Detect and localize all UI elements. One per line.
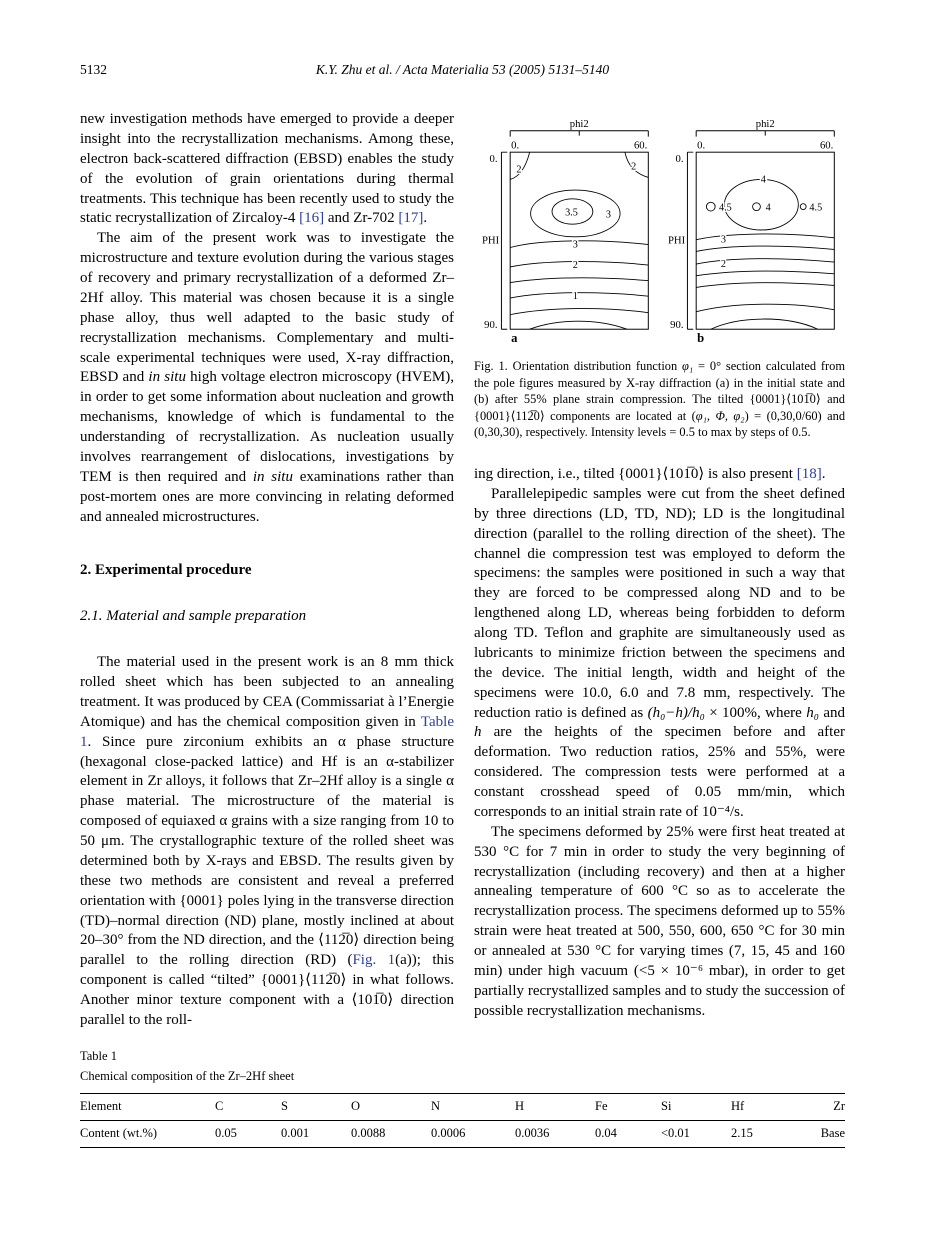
- page-number: 5132: [80, 62, 107, 77]
- figure-caption: [474, 358, 845, 441]
- figure-1-plots: [474, 114, 845, 346]
- contour-label: 3.5: [564, 207, 578, 219]
- text-segment: φ₁, Φ, φ₂: [695, 408, 745, 423]
- table-header-cell: C: [215, 1098, 224, 1113]
- text-segment: and Zr-702: [324, 210, 399, 227]
- citation-link[interactable]: Fig. 1: [352, 952, 396, 969]
- text-segment: (a)); this component is called “tilted” {0001}⟨112̅0⟩ in what follows. Another minor texture component with a ⟨101̅0⟩ direction parallel to the roll-: [80, 952, 454, 1028]
- table-header-cell: Si: [661, 1098, 672, 1113]
- table-cell: 0.05: [215, 1125, 237, 1140]
- text-segment: Parallelepipedic samples were cut from the sheet defined by three directions (LD, TD, ND); LD is the longitudinal direction (parallel to the rolling direction of the sheet). The channel die compression test was employed to deform the specimens: the samples were positioned in such a way that they are forced to be compressed along ND and to be lengthened along LD, whereas being forbidden to deform along TD. Teflon and graphite are simultaneously used as lubricants to minimize friction between the specimens and the device. The initial length, width and height of the specimens were 10.0, 6.0 and 7.8 mm, respectively. The reduction ratio is defined as: [474, 485, 845, 721]
- contour-label: 2: [515, 164, 521, 176]
- table-title: Table 1: [80, 1048, 117, 1063]
- table-cell: 2.15: [731, 1125, 753, 1140]
- table-header-cell: N: [431, 1098, 441, 1113]
- citation-link[interactable]: [17]: [398, 210, 424, 227]
- paragraph: [474, 823, 845, 1022]
- paragraph: [80, 653, 454, 1031]
- paragraph: [474, 465, 845, 485]
- left-column: [80, 110, 454, 1031]
- text-segment: in situ: [148, 369, 186, 386]
- table-header-row: [80, 1093, 845, 1120]
- text-segment: h₀: [806, 704, 819, 721]
- table-header-cell: Zr: [833, 1098, 845, 1113]
- table-cell: 0.0006: [431, 1125, 466, 1140]
- two-column-body: [80, 110, 845, 1031]
- table-header-cell: S: [281, 1098, 288, 1113]
- x-axis-label: phi2: [569, 117, 589, 130]
- text-segment: and: [818, 704, 845, 721]
- table-header-cell: O: [351, 1098, 361, 1113]
- paragraph: [80, 229, 454, 527]
- running-header: [80, 62, 845, 80]
- table-cell: 0.001: [281, 1125, 310, 1140]
- text-segment: ing direction, i.e., tilted {0001}⟨101̅0⟩ is also present: [474, 466, 797, 483]
- text-segment: The material used in the present work is an 8 mm thick rolled sheet which has been subjected to an annealing treatment. It was produced by CEA (Commissariat à l’Energie Atomique) and has the chemical composition given in: [80, 654, 454, 730]
- text-segment: ) = (0,30,0/60) and (0,30,30), respectively. Intensity levels = 0.5 to max by steps of 0.5.: [474, 408, 846, 440]
- table-cell: Content (wt.%): [80, 1125, 158, 1140]
- plot-a-contours: [510, 152, 648, 329]
- contour-label: 2: [720, 258, 726, 270]
- contour-label: 4.5: [808, 202, 822, 214]
- text-segment: Fig. 1. Orientation distribution function: [474, 359, 683, 373]
- contour-label: 1: [572, 291, 578, 303]
- table-caption: Chemical composition of the Zr–2Hf sheet: [80, 1068, 295, 1083]
- table-row: [80, 1120, 845, 1147]
- contour-label: 4: [765, 202, 771, 214]
- text-segment: in situ: [252, 468, 293, 485]
- contour-label: 4.5: [718, 202, 732, 214]
- plot-a-axis-labels: [481, 118, 646, 331]
- contour-label: 3: [605, 209, 611, 221]
- y-min-tick: 0.: [489, 152, 498, 165]
- text-segment: The aim of the present work was to investigate the microstructure and texture evolution during the various stages of recovery and primary recrystallization of a deformed Zr–2Hf alloy. This material was chosen because it is a single phase alloy, thus well adapted to the basic study of recrystallization mechanisms. Complementary and multi-scale experimental techniques were used, X-ray diffraction, EBSD and: [80, 230, 454, 386]
- table-header-cell: Fe: [595, 1098, 608, 1113]
- table-1-block: [80, 1049, 845, 1148]
- x-min-tick: 0.: [510, 139, 519, 152]
- table-cell: 0.0088: [351, 1125, 386, 1140]
- text-segment: examinations rather than post-mortem ones are more convincing in relating deformed and annealed microstructures.: [80, 468, 454, 525]
- text-segment: h: [474, 724, 482, 741]
- section-heading: 2. Experimental procedure: [80, 562, 252, 579]
- paragraph: [474, 485, 845, 823]
- y-axis-label: PHI: [667, 234, 685, 247]
- text-segment: .: [423, 210, 428, 227]
- text-segment: The specimens deformed by 25% were first heat treated at 530 °C for 7 min in order to study the very beginning of recrystallization (including recovery) and then at a higher annealing temperature of 600 °C so as to accelerate the recrystallization process. The specimens deformed up to 55% strain were heat treated at 500, 550, 600, 650 °C for 30 min or annealed at 530 °C for varying times (7, 15, 45 and 160 min) under high vacuum (<5 × 10⁻⁶ mbar), in order to get partially recrystallized samples and to study the succession of possible recrystallization mechanisms.: [474, 823, 845, 1019]
- table-cell: 0.04: [595, 1125, 617, 1140]
- journal-title-line: K.Y. Zhu et al. / Acta Materialia 53 (2005) 5131–5140: [315, 62, 610, 77]
- citation-link[interactable]: [18]: [796, 466, 822, 483]
- plot-a-contour-labels: [516, 162, 636, 302]
- text-segment: high voltage electron microscopy (HVEM), in order to get some information about nucleation and growth mechanisms, knowledge of which is fundamental to the understanding of recrystallization. As nucleation usually involves rearrangement of dislocations, investigations by TEM is then required and: [80, 369, 455, 485]
- text-segment: .: [821, 466, 826, 483]
- paragraph: [80, 110, 454, 229]
- subsection-heading: 2.1. Material and sample preparation: [80, 608, 307, 625]
- x-max-tick: 60.: [633, 139, 647, 152]
- citation-link[interactable]: Table 1: [80, 713, 454, 750]
- composition-table: [80, 1093, 845, 1148]
- y-max-tick: 90.: [483, 319, 498, 332]
- contour-label: 4: [760, 174, 766, 186]
- table-cell: Base: [820, 1125, 845, 1140]
- contour-plot-a: [481, 114, 659, 346]
- text-segment: × 100%, where: [704, 704, 807, 721]
- table-header-cell: Element: [80, 1098, 122, 1113]
- table-cell: 0.0036: [515, 1125, 550, 1140]
- text-segment: (h₀−h)/h₀: [647, 704, 705, 721]
- x-min-tick: 0.: [696, 139, 705, 152]
- plot-b-axis-labels: [667, 118, 832, 331]
- panel-letter-a: a: [510, 330, 517, 345]
- contour-label: 2: [630, 161, 636, 173]
- text-segment: are the heights of the specimen before and after deformation. Two reduction ratios, 25% and 55%, were considered. The compression tests were performed at a constant crosshead speed of 0.05 mm/min, which corresponds to an initial strain rate of 10⁻⁴/s.: [474, 724, 845, 820]
- contour-plot-b: [667, 114, 845, 346]
- y-max-tick: 90.: [669, 319, 684, 332]
- x-axis-label: phi2: [755, 117, 775, 130]
- figure-1: [474, 114, 845, 441]
- right-column: [474, 110, 845, 1031]
- contour-label: 3: [572, 239, 578, 251]
- panel-letter-b: b: [696, 330, 704, 345]
- table-cell: <0.01: [661, 1125, 690, 1140]
- citation-link[interactable]: [16]: [299, 210, 325, 227]
- text-segment: φ₁: [682, 359, 694, 373]
- table-header-cell: H: [515, 1098, 525, 1113]
- table-header-cell: Hf: [731, 1098, 745, 1113]
- contour-label: 3: [720, 234, 726, 246]
- y-axis-label: PHI: [481, 234, 499, 247]
- x-max-tick: 60.: [819, 139, 833, 152]
- y-min-tick: 0.: [675, 152, 684, 165]
- text-segment: . Since pure zirconium exhibits an α phase structure (hexagonal close-packed lattice) and Hf is an α-stabilizer element in Zr alloys, it follows that Zr–2Hf alloy is a single α phase material. The microstructure of the material is composed of equiaxed α grains with a size ranging from 10 to 50 μm. The crystallographic texture of the rolled sheet was determined both by X-rays and EBSD. The results given by these two methods are consistent and reveal a preferred orientation with {0001} poles lying in the transverse direction (TD)–normal direction (ND) plane, mostly inclined at about 20–30° from the ND direction, and the ⟨112̅0⟩ direction being parallel to the rolling direction (RD) (: [80, 733, 454, 969]
- text-segment: = 0° section calculated from the pole figures measured by X-ray diffraction (a) in the initial state and (b) after 55% plane strain compression. The tilted {0001}⟨101̅0⟩ and {0001}⟨112̅0⟩ components are located at (: [474, 359, 845, 423]
- text-segment: new investigation methods have emerged to provide a deeper insight into the recrystallization mechanisms. Among these, electron back-scattered diffraction (EBSD) enables the study of the evolution of grain orientations during thermal treatments. This technique has been recently used to study the static recrystallization of Zircaloy-4: [80, 111, 454, 227]
- contour-label: 2: [572, 259, 578, 271]
